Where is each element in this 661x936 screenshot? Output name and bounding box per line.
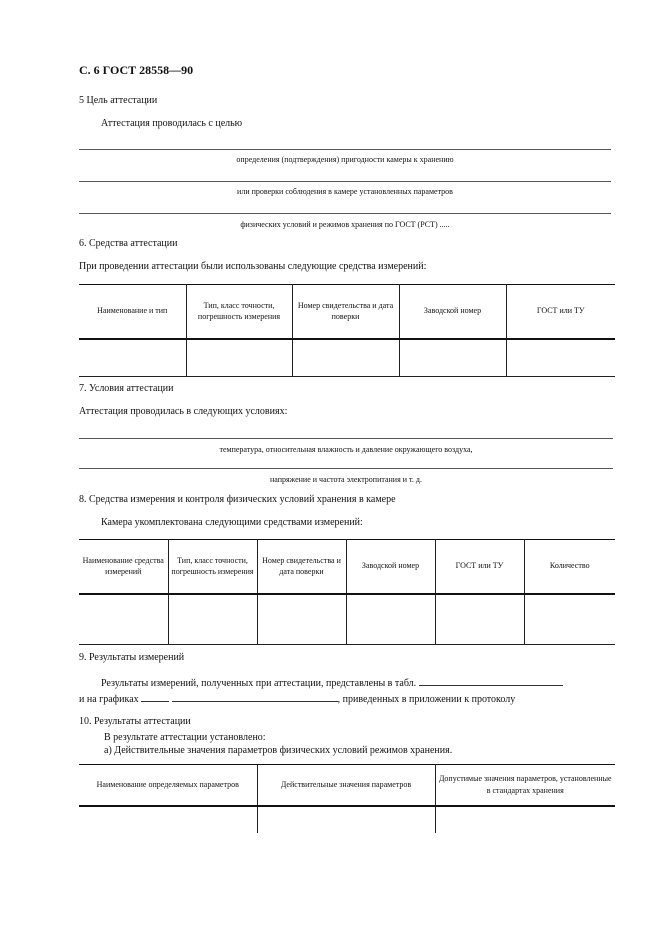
graphs-field-1[interactable] <box>141 691 169 702</box>
table-cell[interactable] <box>79 594 168 645</box>
section-8-title: 8. Средства измерения и контроля физических условий хранения в камере <box>79 494 396 505</box>
graphs-field-2[interactable] <box>172 691 338 702</box>
section-9-line-2-text-b: , приведенных в приложении к протоколу <box>337 694 516 705</box>
fill-line[interactable] <box>79 438 613 439</box>
measuring-tools-table <box>79 284 615 377</box>
col-header: Наименование средства измерений <box>79 540 168 594</box>
table-cell[interactable] <box>168 594 257 645</box>
table-cell[interactable] <box>257 594 346 645</box>
section-5-lead: Аттестация проводилась с целью <box>101 118 243 129</box>
section-10-title: 10. Результаты аттестации <box>79 716 191 727</box>
col-header: ГОСТ или ТУ <box>435 540 524 594</box>
section-5-caption-3: физических условий и режимов хранения по ГОСТ (РСТ) ..... <box>240 220 450 229</box>
section-8-lead: Камера укомплектована следующими средствами измерений: <box>101 517 363 528</box>
fill-line[interactable] <box>79 149 611 150</box>
section-5-caption-2: или проверки соблюдения в камере установленных параметров <box>237 187 453 196</box>
col-header: Допустимые значения параметров, установленные в стандартах хранения <box>435 765 615 806</box>
section-10-lead: В результате аттестации установлено: <box>104 732 266 743</box>
table-cell[interactable] <box>506 339 615 377</box>
section-9-title: 9. Результаты измерений <box>79 652 185 663</box>
section-7-caption-2: напряжение и частота электропитания и т. д. <box>269 475 422 484</box>
chamber-instruments-table <box>79 539 615 645</box>
table-cell[interactable] <box>399 339 506 377</box>
fill-line[interactable] <box>79 213 611 214</box>
section-5-title: 5 Цель аттестации <box>79 95 158 106</box>
section-6-lead: При проведении аттестации были использованы следующие средства измерений: <box>79 261 427 272</box>
table-cell[interactable] <box>524 594 615 645</box>
table-cell[interactable] <box>186 339 292 377</box>
section-7-title: 7. Условия аттестации <box>79 383 174 394</box>
section-7-caption-1: температура, относительная влажность и давление окружающего воздуха, <box>219 445 473 454</box>
fill-line[interactable] <box>79 468 613 469</box>
table-cell[interactable] <box>292 339 399 377</box>
col-header: Действительные значения параметров <box>257 765 435 806</box>
table-cell[interactable] <box>79 806 257 833</box>
section-5-caption-1: определения (подтверждения) пригодности камеры к хранению <box>236 155 454 164</box>
section-7-lead: Аттестация проводилась в следующих условиях: <box>79 406 288 417</box>
table-cell[interactable] <box>257 806 435 833</box>
col-header: ГОСТ или ТУ <box>506 285 615 339</box>
col-header: Тип, класс точности, погрешность измерения <box>186 285 292 339</box>
table-cell[interactable] <box>435 594 524 645</box>
col-header: Тип, класс точности, погрешность измерения <box>168 540 257 594</box>
table-cell[interactable] <box>435 806 615 833</box>
section-9-line-1 <box>101 675 563 689</box>
col-header: Номер свидетельства и дата поверки <box>292 285 399 339</box>
table-cell[interactable] <box>79 339 186 377</box>
section-9-line-1-text: Результаты измерений, полученных при аттестации, представлены в табл. <box>101 678 417 689</box>
page-header: С. 6 ГОСТ 28558—90 <box>79 63 194 77</box>
section-10-item-a: а) Действительные значения параметров физических условий режимов хранения. <box>104 745 453 756</box>
section-9-line-2 <box>79 691 515 705</box>
table-cell[interactable] <box>346 594 435 645</box>
col-header: Наименование определяемых параметров <box>79 765 257 806</box>
col-header: Заводской номер <box>399 285 506 339</box>
col-header: Заводской номер <box>346 540 435 594</box>
fill-line[interactable] <box>79 181 611 182</box>
col-header: Наименование и тип <box>79 285 186 339</box>
section-9-line-2-text-a: и на графиках <box>79 694 139 705</box>
attestation-results-table <box>79 764 615 833</box>
col-header: Количество <box>524 540 615 594</box>
section-6-title: 6. Средства аттестации <box>79 238 178 249</box>
table-ref-field[interactable] <box>419 675 563 686</box>
col-header: Номер свидетельства и дата поверки <box>257 540 346 594</box>
